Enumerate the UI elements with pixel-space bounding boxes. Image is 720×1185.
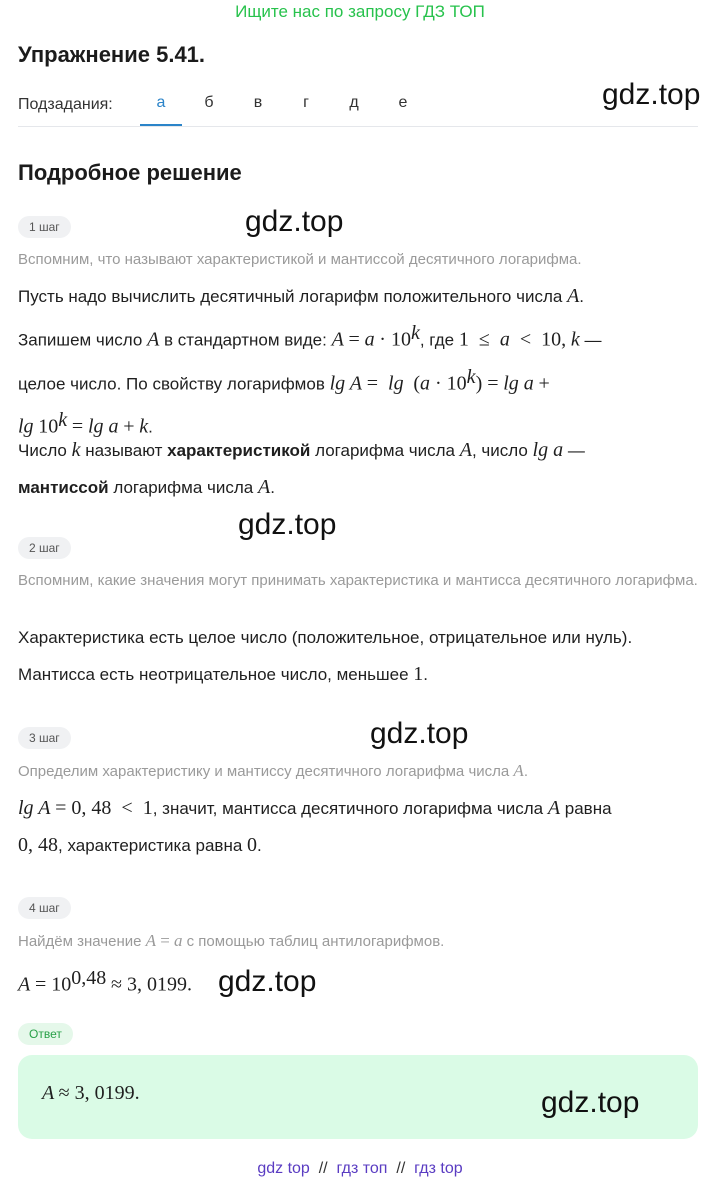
def-term-mantissa: мантиссой [18, 478, 109, 497]
subtask-tab-v[interactable]: в [253, 94, 263, 111]
step-4-hint-a: Найдём значение [18, 933, 142, 950]
step-2-hint: Вспомним, какие значения могут принимать характеристика и мантисса десятичного логарифма. [18, 572, 698, 589]
watermark: gdz.top [245, 205, 344, 238]
watermark: gdz.top [218, 965, 317, 998]
subtasks-tabs [18, 86, 698, 127]
step-4-text: $A = 10^{0,48} \approx 3$, 0199. [18, 967, 192, 996]
def-text-g: логарифма числа [113, 478, 254, 497]
step-4-badge: 4 шаг [18, 897, 71, 919]
step-1-line-1: Пусть надо вычислить десятичный логарифм положительного числа [18, 287, 563, 306]
step-3-hint-text: Определим характеристику и мантиссу десятичного логарифма числа [18, 763, 510, 780]
step-3-hint: Определим характеристику и мантиссу десятичного логарифма числа A. [18, 761, 528, 780]
answer-badge: Ответ [18, 1023, 73, 1045]
footer-links [0, 1160, 720, 1178]
step-1-line-2b: в стандартном виде: [164, 330, 327, 350]
step-2-line-2: Мантисса есть неотрицательное число, меньшее [18, 665, 409, 684]
watermark: gdz.top [370, 717, 469, 750]
answer-value: A ≈ 3, 0199. [42, 1082, 140, 1104]
section-title: Подробное решение [18, 160, 242, 185]
subtask-tab-g[interactable]: г [303, 94, 309, 111]
def-text-b: называют [85, 441, 163, 460]
footer-separator: // [396, 1160, 406, 1177]
step-1-line-2c: , где [419, 330, 455, 350]
watermark: gdz.top [238, 508, 337, 541]
step-3-text: lg A = 0, 48 < 1, значит, мантисса десятичного логарифма числа A равна 0, 48, характеристика равна 0. [18, 797, 612, 856]
step-2-line-1: Характеристика есть целое число (положительное, отрицательное или нуль). [18, 628, 633, 647]
step-3-line-1b: равна [564, 799, 612, 818]
def-text-d: логарифма числа [315, 441, 455, 460]
page-title: Упражнение 5.41. [18, 42, 206, 67]
watermark: gdz.top [602, 78, 701, 111]
step-1-badge: 1 шаг [18, 216, 71, 238]
subtask-tab-a[interactable]: а [140, 94, 182, 126]
step-4-hint-b: с помощью таблиц антилогарифмов. [186, 933, 445, 950]
step-4-hint: Найдём значение A = a с помощью таблиц антилогарифмов. [18, 931, 445, 950]
step-3-line-1a: , значит, мантисса десятичного логарифма числа [152, 799, 544, 818]
step-1-text: Пусть надо вычислить десятичный логарифм положительного числа A. Запишем число A в стандартном виде: $A = a \cdot 10^k$, где 1 ≤ a < 10, k — целое число. По свойству логарифмов $\lg A = \lg (a \cdot 10^k) = \lg a$ + lg 10$^k$ = lg a + k. [18, 285, 602, 438]
promo-banner: Ищите нас по запросу ГДЗ ТОП [235, 2, 485, 21]
step-1-hint: Вспомним, что называют характеристикой и мантиссой десятичного логарифма. [18, 251, 582, 268]
subtask-tab-d[interactable]: д [349, 94, 359, 111]
step-2-text: Характеристика есть целое число (положительное, отрицательное или нуль). Мантисса есть неотрицательное число, меньшее 1. [18, 620, 698, 693]
def-text-a: Число [18, 441, 67, 460]
answer-box [18, 1055, 698, 1139]
watermark: gdz.top [541, 1086, 640, 1119]
subtask-tab-b[interactable]: б [204, 94, 214, 111]
def-text-e: , число [471, 441, 528, 460]
step-3-line-2: , характеристика равна [58, 836, 243, 855]
footer-link-3[interactable]: гдз top [414, 1160, 463, 1177]
step-1-definition: Число k называют характеристикой логарифма числа A, число lg a — мантиссой логарифма числа A. [18, 439, 585, 498]
step-1-line-2a: Запишем число [18, 330, 143, 350]
step-3-badge: 3 шаг [18, 727, 71, 749]
step-2-badge: 2 шаг [18, 537, 71, 559]
footer-link-2[interactable]: гдз топ [336, 1160, 388, 1177]
def-term-characteristic: характеристикой [167, 441, 311, 460]
subtask-tab-e[interactable]: е [398, 94, 408, 111]
footer-link-1[interactable]: gdz top [257, 1160, 310, 1177]
footer-separator: // [318, 1160, 328, 1177]
subtasks-label: Подзадания: [18, 96, 113, 113]
step-1-line-3: целое число. По свойству логарифмов [18, 374, 325, 394]
